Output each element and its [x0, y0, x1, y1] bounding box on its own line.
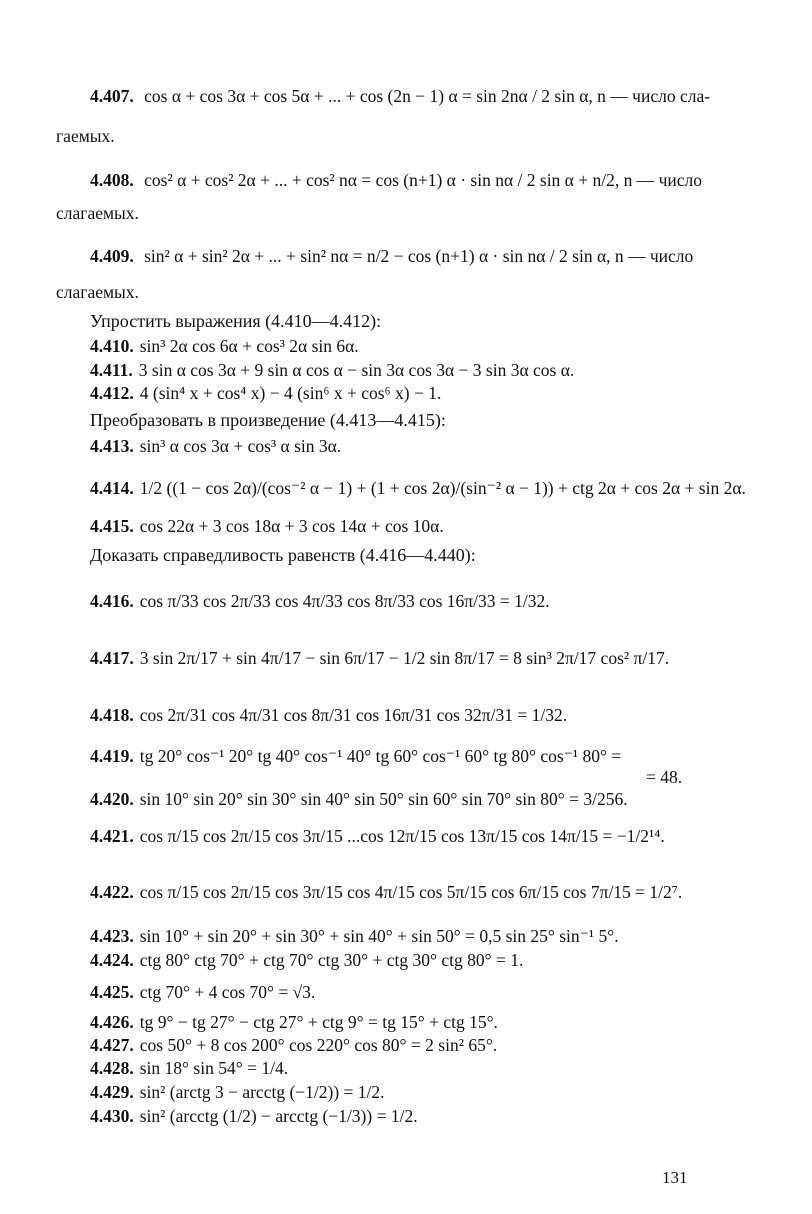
problem-4-409-cont: слагаемых.	[56, 282, 139, 302]
problem-4-407: 4.407. cos α + cos 3α + cos 5α + ... + cos (2n − 1) α = sin 2nα / 2 sin α, n — число сла-	[90, 86, 711, 106]
problem-4-409-text: sin² α + sin² 2α + ... + sin² nα = n/2 − cos (n+1) α · sin nα / 2 sin α, n — число	[144, 246, 694, 266]
problem-4-420: 4.420. sin 10° sin 20° sin 30° sin 40° sin 50° sin 60° sin 70° sin 80° = 3/256.	[90, 789, 628, 809]
problem-4-423: 4.423. sin 10° + sin 20° + sin 30° + sin 40° + sin 50° = 0,5 sin 25° sin⁻¹ 5°.	[90, 926, 619, 946]
problem-4-415: 4.415. cos 22α + 3 cos 18α + 3 cos 14α + cos 10α.	[90, 516, 444, 536]
problem-4-426: 4.426. tg 9° − tg 27° − ctg 27° + ctg 9° = tg 15° + ctg 15°.	[90, 1012, 498, 1032]
problem-4-430: 4.430. sin² (arcctg (1/2) − arcctg (−1/3)) = 1/2.	[90, 1106, 418, 1126]
problem-4-418: 4.418. cos 2π/31 cos 4π/31 cos 8π/31 cos 16π/31 cos 32π/31 = 1/32.	[90, 705, 568, 725]
problem-4-417: 4.417. 3 sin 2π/17 + sin 4π/17 − sin 6π/17 − 1/2 sin 8π/17 = 8 sin³ 2π/17 cos² π/17.	[90, 648, 670, 668]
problem-4-421: 4.421. cos π/15 cos 2π/15 cos 3π/15 ...cos 12π/15 cos 13π/15 cos 14π/15 = −1/2¹⁴.	[90, 826, 665, 846]
problem-4-409: 4.409. sin² α + sin² 2α + ... + sin² nα = n/2 − cos (n+1) α · sin nα / 2 sin α, n — число	[90, 246, 694, 266]
problem-4-419: 4.419. tg 20° cos⁻¹ 20° tg 40° cos⁻¹ 40° tg 60° cos⁻¹ 60° tg 80° cos⁻¹ 80° =	[90, 746, 622, 766]
problem-4-407-text: cos α + cos 3α + cos 5α + ... + cos (2n − 1) α = sin 2nα / 2 sin α, n — число сла-	[144, 86, 711, 106]
problem-4-427: 4.427. cos 50° + 8 cos 200° cos 220° cos 80° = 2 sin² 65°.	[90, 1035, 498, 1055]
problem-4-422: 4.422. cos π/15 cos 2π/15 cos 3π/15 cos 4π/15 cos 5π/15 cos 6π/15 cos 7π/15 = 1/2⁷.	[90, 882, 683, 902]
section-heading-product: Преобразовать в произведение (4.413—4.415):	[90, 410, 446, 430]
problem-4-419-cont: = 48.	[646, 767, 683, 787]
problem-4-429: 4.429. sin² (arctg 3 − arcctg (−1/2)) = 1/2.	[90, 1082, 385, 1102]
problem-4-410: 4.410. sin³ 2α cos 6α + cos³ 2α sin 6α.	[90, 336, 359, 356]
problem-4-412: 4.412. 4 (sin⁴ x + cos⁴ x) − 4 (sin⁶ x + cos⁶ x) − 1.	[90, 383, 442, 403]
problem-4-408-cont: слагаемых.	[56, 203, 139, 223]
problem-4-425: 4.425. ctg 70° + 4 cos 70° = √3.	[90, 982, 316, 1002]
problem-4-408: 4.408. cos² α + cos² 2α + ... + cos² nα = cos (n+1) α · sin nα / 2 sin α + n/2, n — число	[90, 170, 702, 190]
section-heading-prove: Доказать справедливость равенств (4.416—4.440):	[90, 545, 476, 565]
problem-4-428: 4.428. sin 18° sin 54° = 1/4.	[90, 1058, 289, 1078]
problem-4-413: 4.413. sin³ α cos 3α + cos³ α sin 3α.	[90, 436, 342, 456]
page-number: 131	[662, 1168, 688, 1187]
problem-4-424: 4.424. ctg 80° ctg 70° + ctg 70° ctg 30° + ctg 30° ctg 80° = 1.	[90, 950, 524, 970]
problem-4-411: 4.411. 3 sin α cos 3α + 9 sin α cos α − sin 3α cos 3α − 3 sin 3α cos α.	[90, 360, 575, 380]
problem-4-407-cont: гаемых.	[56, 126, 115, 146]
problem-4-408-text: cos² α + cos² 2α + ... + cos² nα = cos (n+1) α · sin nα / 2 sin α + n/2, n — число	[144, 170, 702, 190]
problem-4-416: 4.416. cos π/33 cos 2π/33 cos 4π/33 cos 8π/33 cos 16π/33 = 1/32.	[90, 591, 550, 611]
section-heading-simplify: Упростить выражения (4.410—4.412):	[90, 311, 382, 331]
problem-4-414: 4.414. 1/2 ((1 − cos 2α)/(cos⁻² α − 1) + (1 + cos 2α)/(sin⁻² α − 1)) + ctg 2α + cos 2α + sin 2α.	[90, 478, 746, 498]
